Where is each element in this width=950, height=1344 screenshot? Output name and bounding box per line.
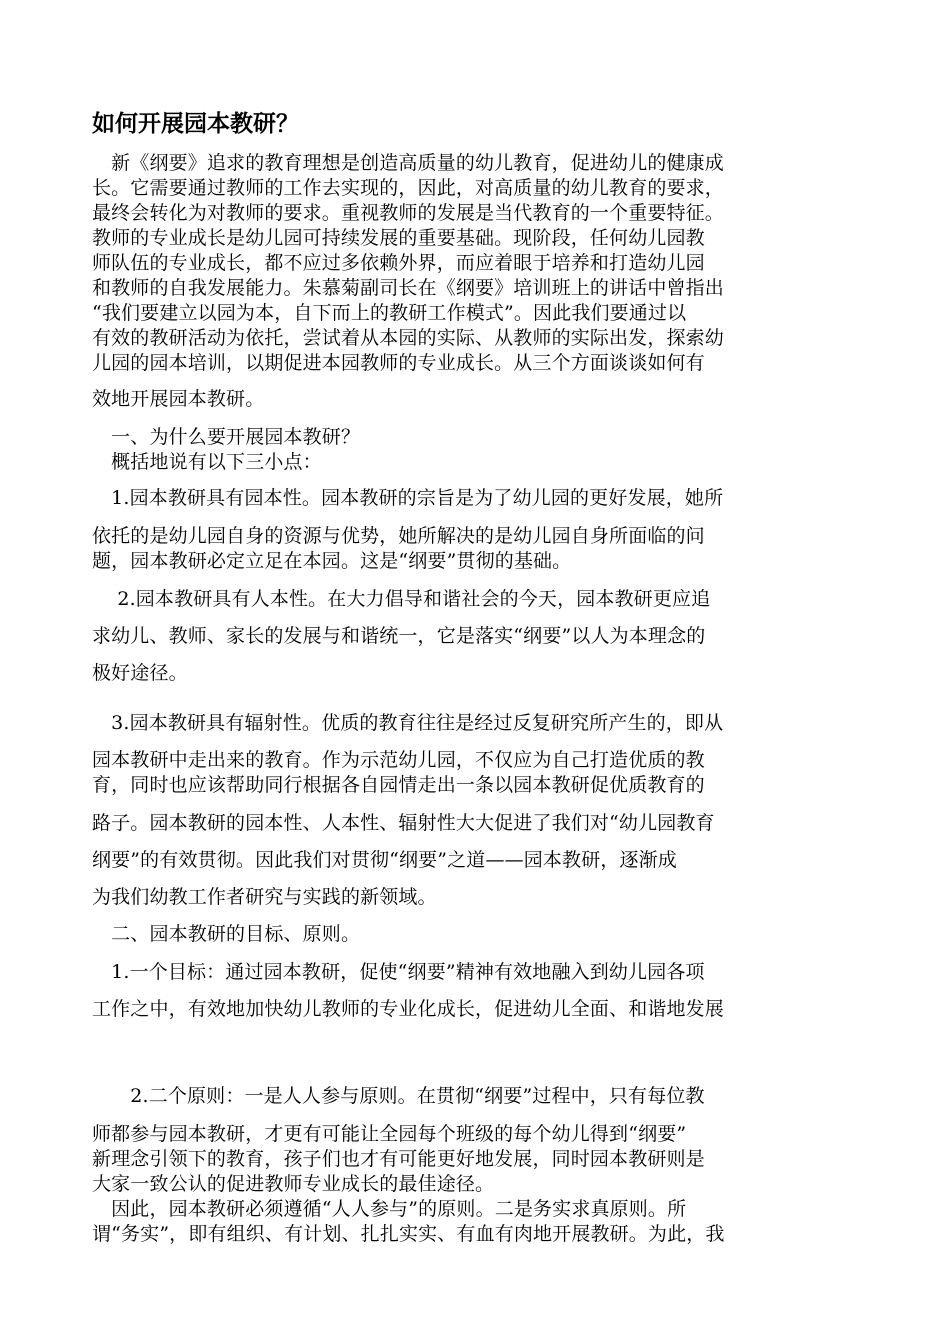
page-title: 如何开展园本教研？ bbox=[92, 111, 299, 137]
paragraph-line: 教师的专业成长是幼儿园可持续发展的重要基础。现阶段，任何幼儿园教 bbox=[92, 227, 705, 249]
paragraph-line: 概括地说有以下三小点： bbox=[92, 451, 322, 473]
paragraph-line: 1.园本教研具有园本性。园本教研的宗旨是为了幼儿园的更好发展，她所 bbox=[92, 487, 724, 509]
paragraph-line: 育，同时也应该帮助同行根据各自园情走出一条以园本教研促优质教育的 bbox=[92, 774, 705, 796]
paragraph-line: 2.二个原则：一是人人参与原则。在贯彻“纲要”过程中，只有每位教 bbox=[92, 1085, 705, 1107]
paragraph-line: 和教师的自我发展能力。朱慕菊副司长在《纲要》培训班上的讲话中曾指出 bbox=[92, 277, 724, 299]
section-heading: 一、为什么要开展园本教研？ bbox=[92, 426, 361, 448]
paragraph-line: 纲要”的有效贯彻。因此我们对贯彻“纲要”之道——园本教研，逐渐成 bbox=[92, 849, 677, 871]
paragraph-line: 新理念引领下的教育，孩子们也才有可能更好地发展，同时园本教研则是 bbox=[92, 1148, 705, 1170]
paragraph-line: 大家一致公认的促进教师专业成长的最佳途径。 bbox=[92, 1173, 495, 1195]
paragraph-line: 依托的是幼儿园自身的资源与优势，她所解决的是幼儿园自身所面临的问 bbox=[92, 525, 705, 547]
paragraph-line: 长。它需要通过教师的工作去实现的，因此，对高质量的幼儿教育的要求， bbox=[92, 177, 724, 199]
paragraph-line: 师都参与园本教研，才更有可能让全园每个班级的每个幼儿得到“纲要” bbox=[92, 1123, 687, 1145]
paragraph-line: 求幼儿、教师、家长的发展与和谐统一，它是落实“纲要”以人为本理念的 bbox=[92, 625, 706, 647]
paragraph-line: 谓“务实”，即有组织、有计划、扎扎实实、有血有肉地开展教研。为此，我 bbox=[92, 1223, 725, 1245]
paragraph-line: 师队伍的专业成长，都不应过多依赖外界，而应着眼于培养和打造幼儿园 bbox=[92, 252, 705, 274]
paragraph-line: 路子。园本教研的园本性、人本性、辐射性大大促进了我们对“幼儿园教育 bbox=[92, 812, 715, 834]
paragraph-line: 儿园的园本培训，以期促进本园教师的专业成长。从三个方面谈谈如何有 bbox=[92, 352, 705, 374]
paragraph-line: 为我们幼教工作者研究与实践的新领域。 bbox=[92, 886, 437, 908]
paragraph-line: 有效的教研活动为依托，尝试着从本园的实际、从教师的实际出发，探索幼 bbox=[92, 327, 724, 349]
paragraph-line: “我们要建立以园为本，自下而上的教研工作模式”。因此我们要通过以 bbox=[92, 302, 687, 324]
paragraph-line: 最终会转化为对教师的要求。重视教师的发展是当代教育的一个重要特征。 bbox=[92, 202, 724, 224]
paragraph-line: 2.园本教研具有人本性。在大力倡导和谐社会的今天，园本教研更应追 bbox=[92, 588, 711, 610]
paragraph-line: 3.园本教研具有辐射性。优质的教育往往是经过反复研究所产生的，即从 bbox=[92, 712, 724, 734]
paragraph-line: 工作之中，有效地加快幼儿教师的专业化成长，促进幼儿全面、和谐地发展 bbox=[92, 998, 724, 1020]
paragraph-line: 题，园本教研必定立足在本园。这是“纲要”贯彻的基础。 bbox=[92, 550, 572, 572]
paragraph-line: 1.一个目标：通过园本教研，促使“纲要”精神有效地融入到幼儿园各项 bbox=[92, 961, 705, 983]
paragraph-line: 园本教研中走出来的教育。作为示范幼儿园，不仅应为自己打造优质的教 bbox=[92, 749, 705, 771]
paragraph-line: 极好途径。 bbox=[92, 662, 188, 684]
paragraph-line: 因此，园本教研必须遵循“人人参与”的原则。二是务实求真原则。所 bbox=[92, 1198, 687, 1220]
section-heading: 二、园本教研的目标、原则。 bbox=[92, 923, 361, 945]
paragraph-line: 效地开展园本教研。 bbox=[92, 388, 265, 410]
paragraph-line: 新《纲要》追求的教育理想是创造高质量的幼儿教育，促进幼儿的健康成 bbox=[92, 152, 724, 174]
